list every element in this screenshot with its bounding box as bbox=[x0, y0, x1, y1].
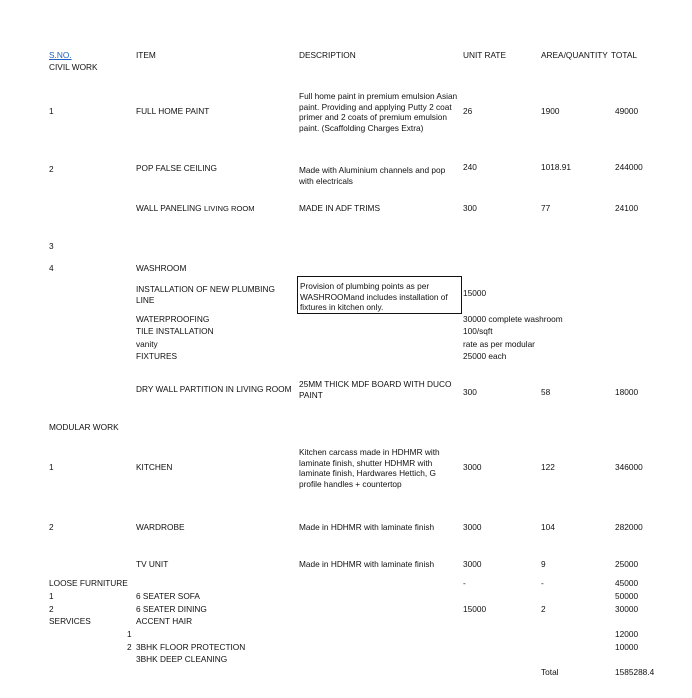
dining-total: 30000 bbox=[615, 604, 639, 614]
kitchen-rate: 3000 bbox=[463, 462, 482, 472]
grand-total-value: 1585288.4 bbox=[615, 667, 655, 677]
wardrobe-rate: 3000 bbox=[463, 522, 482, 532]
ceiling-description: Made with Aluminium channels and pop with electricals bbox=[299, 165, 446, 186]
header-unit-rate: UNIT RATE bbox=[463, 50, 507, 60]
section-modular-work: MODULAR WORK bbox=[49, 422, 119, 432]
tile-rate: 100/sqft bbox=[463, 326, 493, 336]
drywall-qty: 58 bbox=[541, 387, 551, 397]
drywall-description: 25MM THICK MDF BOARD WITH DUCO PAINT bbox=[299, 379, 452, 400]
kitchen-qty: 122 bbox=[541, 462, 555, 472]
service-1-total: 12000 bbox=[615, 629, 639, 639]
ceiling-item: POP FALSE CEILING bbox=[136, 163, 218, 173]
tv-unit-description: Made in HDHMR with laminate finish bbox=[299, 559, 435, 569]
header-description: DESCRIPTION bbox=[299, 50, 356, 60]
loose-furniture-qty: - bbox=[541, 578, 544, 588]
header-area-quantity: AREA/QUANTITY bbox=[541, 50, 608, 60]
paint-total: 49000 bbox=[615, 106, 639, 116]
header-item: ITEM bbox=[136, 50, 156, 60]
dining-rate: 15000 bbox=[463, 604, 487, 614]
paneling-item: WALL PANELING LIVING ROOM bbox=[136, 203, 255, 213]
grand-total-label: Total bbox=[541, 667, 559, 677]
wardrobe-qty: 104 bbox=[541, 522, 555, 532]
plumbing-description-box bbox=[297, 276, 462, 314]
fixtures-rate: 25000 each bbox=[463, 351, 507, 361]
kitchen-item: KITCHEN bbox=[136, 462, 173, 472]
fixtures-item: FIXTURES bbox=[136, 351, 178, 361]
ceiling-qty: 1018.91 bbox=[541, 162, 571, 172]
drywall-total: 18000 bbox=[615, 387, 639, 397]
paint-qty: 1900 bbox=[541, 106, 560, 116]
paint-item: FULL HOME PAINT bbox=[136, 106, 210, 116]
sofa-sno: 1 bbox=[49, 591, 54, 601]
ceiling-rate: 240 bbox=[463, 162, 477, 172]
paint-rate: 26 bbox=[463, 106, 473, 116]
tv-unit-qty: 9 bbox=[541, 559, 546, 569]
wardrobe-item: WARDROBE bbox=[136, 522, 185, 532]
tv-unit-item: TV UNIT bbox=[136, 559, 169, 569]
dining-item: 6 SEATER DINING bbox=[136, 604, 207, 614]
header-sno[interactable]: S.NO. bbox=[49, 50, 72, 60]
paneling-total: 24100 bbox=[615, 203, 639, 213]
waterproofing-rate: 30000 complete washroom bbox=[463, 314, 563, 324]
paint-description: Full home paint in premium emulsion Asian paint. Providing and applying Putty 2 coat primer and 2 coats of premium emulsion paint. (Scaffolding Charges Extra) bbox=[299, 91, 458, 133]
sofa-total: 50000 bbox=[615, 591, 639, 601]
washroom-item: WASHROOM bbox=[136, 263, 187, 273]
loose-furniture-total: 45000 bbox=[615, 578, 639, 588]
ceiling-sno: 2 bbox=[49, 164, 54, 174]
waterproofing-item: WATERPROOFING bbox=[136, 314, 210, 324]
paint-sno: 1 bbox=[49, 106, 54, 116]
plumbing-rate: 15000 bbox=[463, 288, 487, 298]
paneling-qty: 77 bbox=[541, 203, 551, 213]
service-2-total: 10000 bbox=[615, 642, 639, 652]
loose-furniture-rate: - bbox=[463, 578, 466, 588]
wardrobe-total: 282000 bbox=[615, 522, 643, 532]
vanity-rate: rate as per modular bbox=[463, 339, 535, 349]
service-1-sno: 1 bbox=[127, 629, 132, 639]
wardrobe-description: Made in HDHMR with laminate finish bbox=[299, 522, 435, 532]
drywall-rate: 300 bbox=[463, 387, 477, 397]
section-services: SERVICES bbox=[49, 616, 91, 626]
kitchen-total: 346000 bbox=[615, 462, 643, 472]
dining-qty: 2 bbox=[541, 604, 546, 614]
paneling-rate: 300 bbox=[463, 203, 477, 213]
plumbing-description: Provision of plumbing points as per WASHROOMand includes installation of fixtures in kitchen only. bbox=[300, 281, 448, 313]
vanity-item: vanity bbox=[136, 339, 158, 349]
sofa-item: 6 SEATER SOFA bbox=[136, 591, 200, 601]
dining-sno: 2 bbox=[49, 604, 54, 614]
accent-item: ACCENT HAIR bbox=[136, 616, 193, 626]
tv-unit-rate: 3000 bbox=[463, 559, 482, 569]
tv-unit-total: 25000 bbox=[615, 559, 639, 569]
tile-item: TILE INSTALLATION bbox=[136, 326, 214, 336]
plumbing-item: INSTALLATION OF NEW PLUMBING LINE bbox=[136, 284, 275, 305]
kitchen-sno: 1 bbox=[49, 462, 54, 472]
wardrobe-sno: 2 bbox=[49, 522, 54, 532]
service-2-item: 3BHK FLOOR PROTECTION bbox=[136, 642, 246, 652]
row3-sno: 3 bbox=[49, 241, 54, 251]
header-total: TOTAL bbox=[611, 50, 637, 60]
drywall-item: DRY WALL PARTITION IN LIVING ROOM bbox=[136, 384, 292, 394]
ceiling-total: 244000 bbox=[615, 162, 643, 172]
section-loose-furniture: LOOSE FURNITURE bbox=[49, 578, 128, 588]
paneling-description: MADE IN ADF TRIMS bbox=[299, 203, 380, 213]
service-2-sno: 2 bbox=[127, 642, 132, 652]
service-3-item: 3BHK DEEP CLEANING bbox=[136, 654, 228, 664]
washroom-sno: 4 bbox=[49, 263, 54, 273]
kitchen-description: Kitchen carcass made in HDHMR with laminate finish, shutter HDHMR with laminate finish, Hardwares Hettich, G profile handles + countertop bbox=[299, 447, 440, 489]
section-civil-work: CIVIL WORK bbox=[49, 62, 98, 72]
